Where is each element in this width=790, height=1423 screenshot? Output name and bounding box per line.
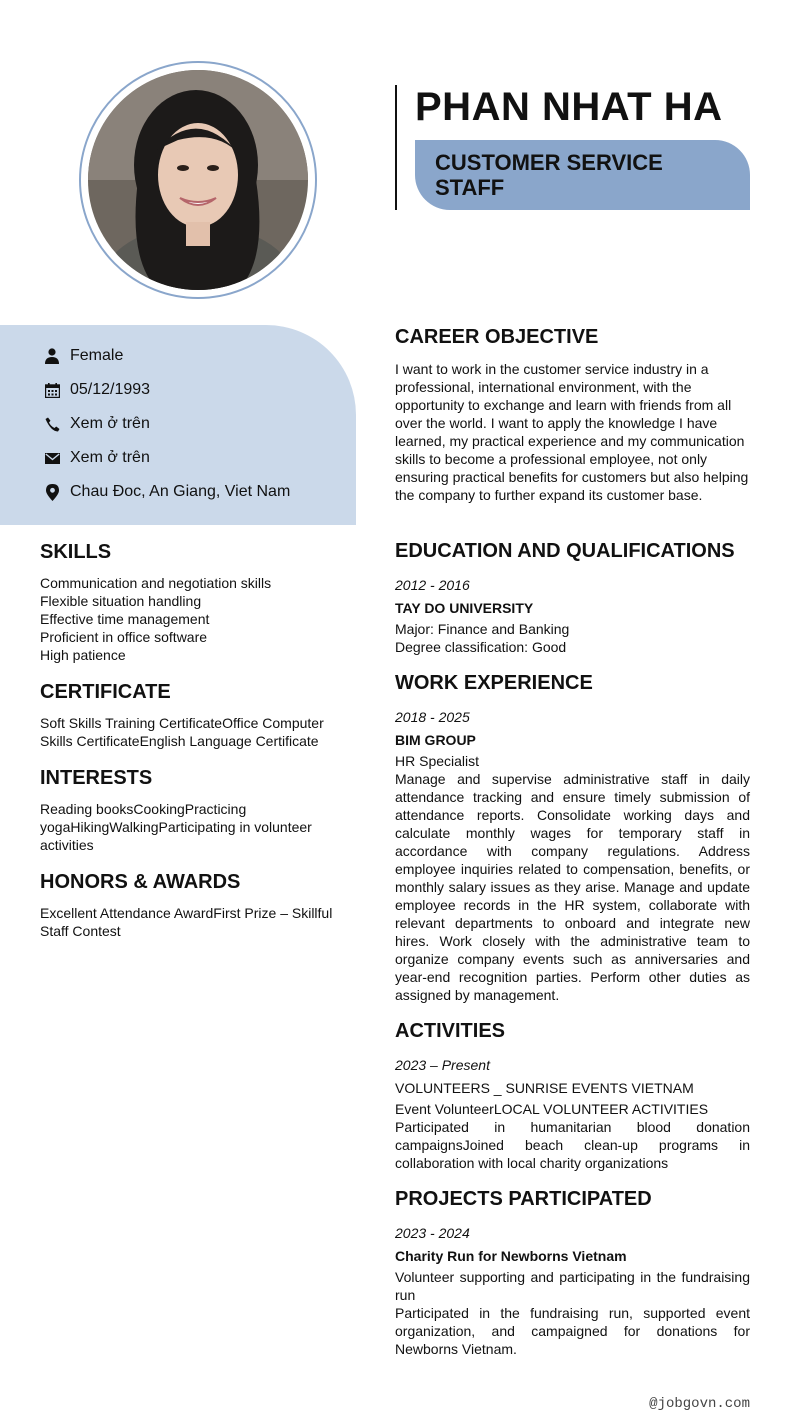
objective-heading: CAREER OBJECTIVE bbox=[395, 326, 599, 348]
list-item: Flexible situation handling bbox=[40, 593, 202, 609]
activities-description: Participated in humanitarian blood donation campaignsJoined beach clean-up programs in collaboration with local charity organizations bbox=[395, 1119, 750, 1171]
position-title: CUSTOMER SERVICE STAFF bbox=[435, 150, 663, 200]
contact-gender bbox=[44, 345, 123, 367]
certificate-section bbox=[40, 680, 340, 750]
projects-role: Volunteer supporting and participating in the fundraising run bbox=[395, 1269, 750, 1303]
interests-section bbox=[40, 766, 330, 854]
activities-period: 2023 – Present bbox=[395, 1057, 490, 1073]
footer-watermark[interactable]: @jobgovn.com bbox=[649, 1396, 750, 1412]
work-role: HR Specialist bbox=[395, 753, 480, 769]
email-value[interactable]: Xem ở trên bbox=[70, 449, 150, 466]
list-item: High patience bbox=[40, 647, 126, 663]
contact-panel bbox=[0, 325, 356, 525]
interests-heading: INTERESTS bbox=[40, 767, 153, 789]
list-item: Communication and negotiation skills bbox=[40, 575, 272, 591]
header-divider bbox=[395, 85, 397, 210]
certificate-heading: CERTIFICATE bbox=[40, 681, 171, 703]
skills-heading: SKILLS bbox=[40, 541, 112, 563]
contact-birthdate bbox=[44, 379, 150, 401]
activities-role: Event VolunteerLOCAL VOLUNTEER ACTIVITIES bbox=[395, 1101, 709, 1117]
person-icon bbox=[44, 348, 60, 364]
calendar-icon bbox=[44, 382, 60, 398]
phone-icon bbox=[44, 416, 60, 432]
objective-text: I want to work in the customer service industry in a professional, international environment, with the opportunity to exchange and learn with friends from all over the world. I want to apply the knowledge I have learned, my practical experience and my communication skills to become a professional employee, not only ensuring practical benefits for customers but also helping the company to further expand its customer base. bbox=[395, 361, 749, 503]
address-value: Chau Đoc, An Giang, Viet Nam bbox=[70, 483, 291, 500]
projects-name: Charity Run for Newborns Vietnam bbox=[395, 1248, 627, 1264]
list-item: Effective time management bbox=[40, 611, 210, 627]
education-period: 2012 - 2016 bbox=[395, 577, 470, 593]
avatar bbox=[88, 70, 308, 290]
phone-value[interactable]: Xem ở trên bbox=[70, 415, 150, 432]
projects-period: 2023 - 2024 bbox=[395, 1225, 470, 1241]
honors-section bbox=[40, 870, 340, 940]
work-company: BIM GROUP bbox=[395, 732, 476, 748]
education-school: TAY DO UNIVERSITY bbox=[395, 600, 534, 616]
projects-description: Participated in the fundraising run, supported event organization, and campaigned for donations for Newborns Vietnam. bbox=[395, 1305, 750, 1357]
work-heading: WORK EXPERIENCE bbox=[395, 672, 593, 694]
work-section bbox=[395, 671, 750, 1004]
skills-section bbox=[40, 540, 340, 664]
activities-heading: ACTIVITIES bbox=[395, 1020, 506, 1042]
work-period: 2018 - 2025 bbox=[395, 709, 470, 725]
location-pin-icon bbox=[44, 484, 60, 500]
birthdate-value: 05/12/1993 bbox=[70, 381, 151, 398]
contact-email bbox=[44, 447, 150, 469]
contact-phone bbox=[44, 413, 150, 435]
candidate-name: PHAN NHAT HA bbox=[415, 85, 723, 129]
objective-section bbox=[395, 325, 750, 504]
honors-text: Excellent Attendance AwardFirst Prize – Skillful Staff Contest bbox=[40, 905, 333, 939]
projects-heading: PROJECTS PARTICIPATED bbox=[395, 1188, 652, 1210]
gender-value: Female bbox=[70, 347, 124, 364]
honors-heading: HONORS & AWARDS bbox=[40, 871, 241, 893]
list-item: Proficient in office software bbox=[40, 629, 208, 645]
certificate-text: Soft Skills Training CertificateOffice Computer Skills CertificateEnglish Language Certificate bbox=[40, 715, 324, 749]
education-heading: EDUCATION AND QUALIFICATIONS bbox=[395, 540, 735, 562]
projects-section bbox=[395, 1187, 750, 1358]
work-description: Manage and supervise administrative staff in daily attendance tracking and ensure timely submission of attendance reports. Consolidate working days and calculate monthly wages for temporary staff in accordance with company regulations. Address employee inquiries related to compensation, benefits, or monthly salary issues as they arise. Manage and update employee records in the HR system, collaborate with relevant departments to onboard and integrate new hires. Work closely with the administrative team to organize company events such as anniversaries and year-end recognition parties. Perform other duties as assigned by management. bbox=[395, 771, 750, 1003]
skills-list bbox=[40, 574, 340, 664]
activities-org: VOLUNTEERS _ SUNRISE EVENTS VIETNAM bbox=[395, 1080, 694, 1096]
envelope-icon bbox=[44, 450, 60, 466]
education-major: Major: Finance and Banking bbox=[395, 621, 570, 637]
activities-section bbox=[395, 1019, 750, 1172]
education-degree: Degree classification: Good bbox=[395, 639, 567, 655]
education-section bbox=[395, 539, 750, 656]
interests-text: Reading booksCookingPracticing yogaHikingWalkingParticipating in volunteer activities bbox=[40, 801, 312, 853]
contact-address bbox=[44, 481, 290, 503]
